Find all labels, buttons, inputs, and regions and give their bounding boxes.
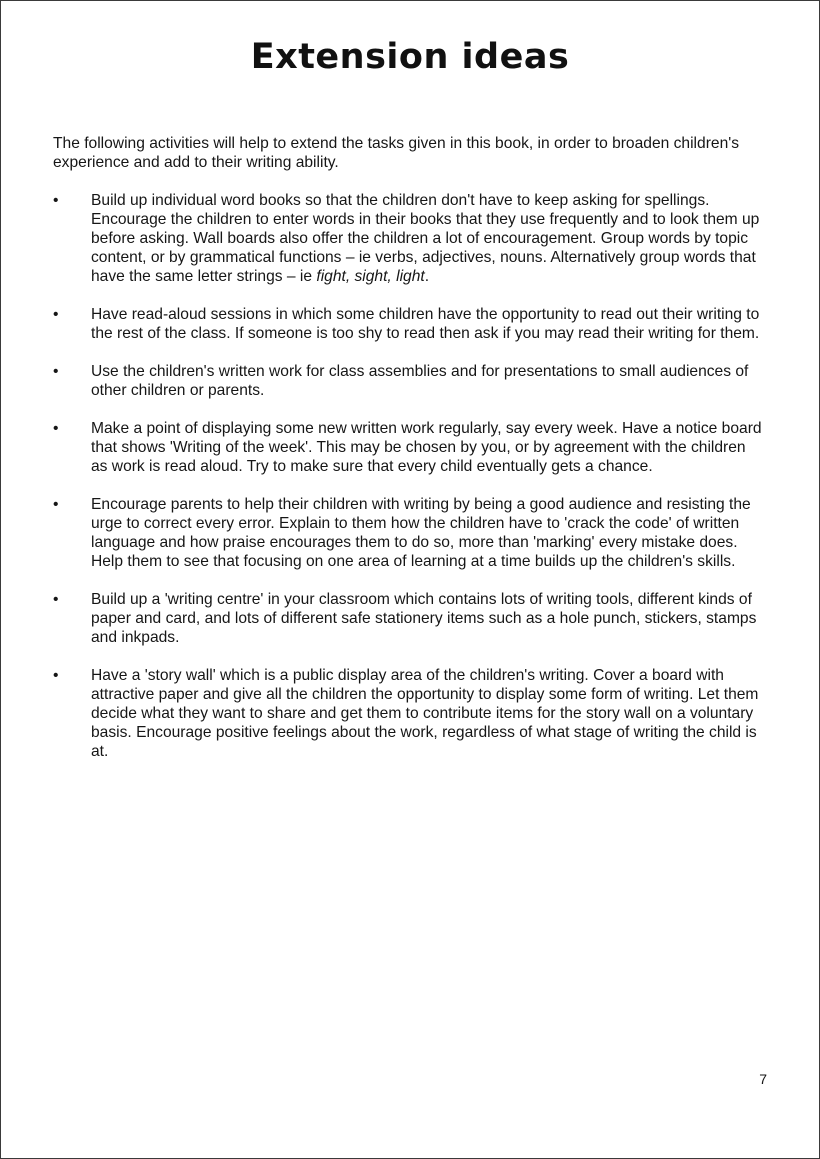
list-item	[53, 666, 765, 761]
list-item	[53, 590, 765, 647]
idea-text: Have read-aloud sessions in which some children have the opportunity to read out their writing to the rest of the class. If someone is too shy to read then ask if you may read their writing for them.	[91, 306, 760, 342]
idea-text: Encourage parents to help their children with writing by being a good audience and resisting the urge to correct every error. Explain to them how the children have to 'crack the code' of written language and how praise encourages them to do so, more than 'marking' every mistake does. Help them to see that focusing on one area of learning at a time builds up the children's skills.	[91, 496, 751, 570]
list-item	[53, 191, 765, 286]
list-item	[53, 305, 765, 343]
page-number: 7	[759, 1071, 767, 1087]
page-title: Extension ideas	[250, 37, 570, 77]
list-item	[53, 495, 765, 571]
list-item	[53, 419, 765, 476]
bullet-icon: •	[53, 192, 59, 209]
list-item	[53, 362, 765, 400]
idea-text: Build up a 'writing centre' in your classroom which contains lots of writing tools, different kinds of paper and card, and lots of different safe stationery items such as a hole punch, stickers, stamps and inkpads.	[91, 591, 757, 646]
bullet-icon: •	[53, 496, 59, 513]
bullet-icon: •	[53, 591, 59, 608]
extension-ideas-list	[53, 191, 765, 780]
idea-italic-words: fight, sight, light	[316, 268, 425, 285]
bullet-icon: •	[53, 667, 59, 684]
idea-text: Have a 'story wall' which is a public display area of the children's writing. Cover a board with attractive paper and give all the children the opportunity to display some form of writing. Let them decide what they want to share and get them to contribute items for the story wall on a voluntary basis. Encourage positive feelings about the work, regardless of what stage of writing the child is at.	[91, 667, 759, 760]
idea-text-end: .	[424, 268, 430, 285]
idea-text: Use the children's written work for class assemblies and for presentations to small audiences of other children or parents.	[91, 363, 749, 399]
bullet-icon: •	[53, 420, 59, 437]
idea-text: Make a point of displaying some new written work regularly, say every week. Have a notice board that shows 'Writing of the week'. This may be chosen by you, or by agreement with the children as work is read aloud. Try to make sure that every child eventually gets a chance.	[91, 420, 762, 475]
idea-text: Build up individual word books so that the children don't have to keep asking for spellings. Encourage the children to enter words in their books that they use frequently and to look them up before asking. Wall boards also offer the children a lot of encouragement. Group words by topic content, or by grammatical functions – ie verbs, adjectives, nouns. Alternatively group words that have the same letter strings – ie	[91, 192, 760, 285]
intro-paragraph: The following activities will help to extend the tasks given in this book, in order to broaden children's experience and add to their writing ability.	[53, 135, 740, 171]
bullet-icon: •	[53, 306, 59, 323]
bullet-icon: •	[53, 363, 59, 380]
